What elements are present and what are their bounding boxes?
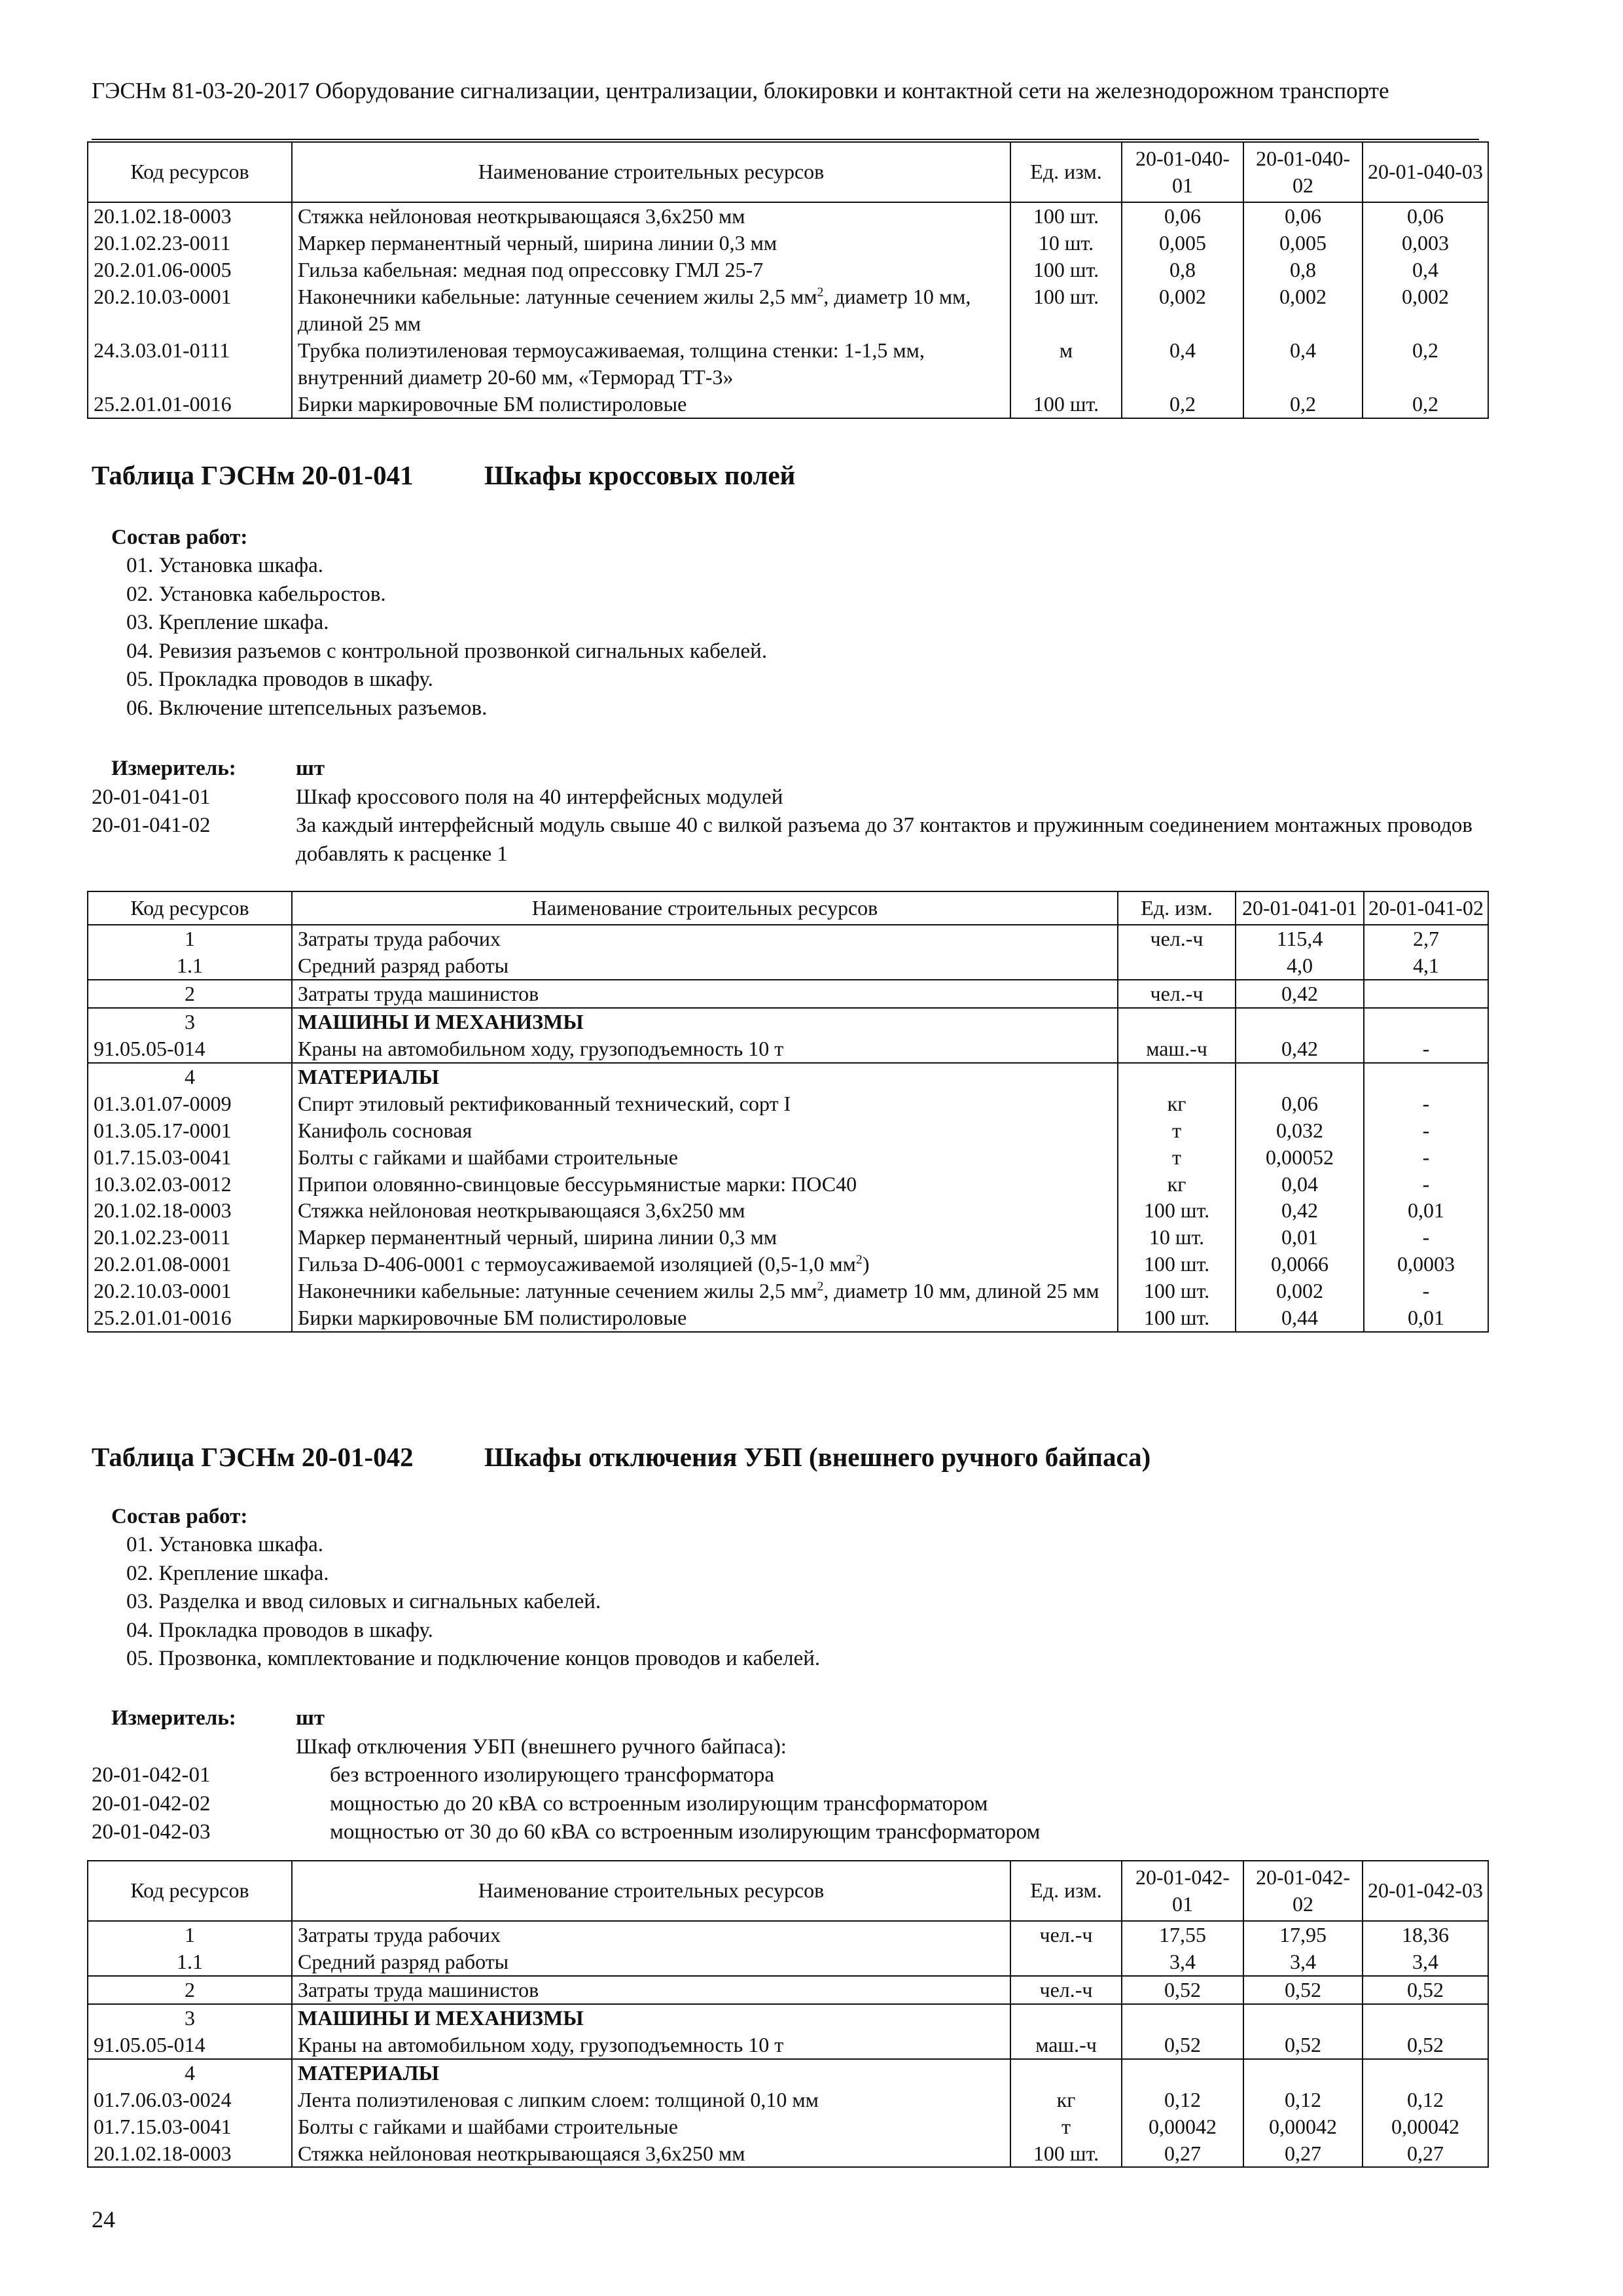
table-row: [88, 283, 1488, 337]
norm-value: 0,2: [1363, 391, 1488, 418]
norm-value: [1364, 1063, 1488, 1090]
resource-name: Средний разряд работы: [292, 952, 1118, 980]
norm-value: 0,27: [1363, 2140, 1488, 2168]
table-row: [88, 980, 1488, 1008]
page-number: 24: [92, 2206, 115, 2233]
unit: т: [1118, 1117, 1236, 1144]
work-item: 04. Прокладка проводов в шкафу.: [126, 1618, 433, 1642]
unit: м: [1010, 337, 1122, 391]
table-row: [88, 952, 1488, 980]
unit: [1010, 2004, 1122, 2032]
norm-value: 0,52: [1122, 2032, 1243, 2059]
table-row: [88, 2140, 1488, 2168]
column-header: Наименование строительных ресурсов: [292, 891, 1118, 925]
unit: чел.-ч: [1118, 925, 1236, 952]
table-row: [88, 1008, 1488, 1035]
table-row: [88, 2004, 1488, 2032]
resource-name: Бирки маркировочные БМ полистироловые: [292, 391, 1010, 418]
unit: [1118, 1063, 1236, 1090]
resource-name: Затраты труда машинистов: [292, 1976, 1010, 2004]
norm-value: -: [1364, 1224, 1488, 1251]
resource-name: Стяжка нейлоновая неоткрывающаяся 3,6х250 мм: [292, 2140, 1010, 2168]
rate-code: 20-01-042-03: [92, 1820, 211, 1844]
norm-value: 0,002: [1243, 283, 1363, 337]
column-header: 20-01-042-01: [1122, 1861, 1243, 1921]
resource-name: Канифоль сосновая: [292, 1117, 1118, 1144]
resource-name: Краны на автомобильном ходу, грузоподъемность 10 т: [292, 1035, 1118, 1063]
resource-name: Затраты труда машинистов: [292, 980, 1118, 1008]
resource-code: 25.2.01.01-0016: [88, 1304, 292, 1332]
unit: маш.-ч: [1010, 2032, 1122, 2059]
resource-code: 10.3.02.03-0012: [88, 1171, 292, 1198]
norm-value: -: [1364, 1171, 1488, 1198]
resource-name: Маркер перманентный черный, ширина линии 0,3 мм: [292, 230, 1010, 257]
resource-code: 91.05.05-014: [88, 2032, 292, 2059]
resource-code: 20.2.01.06-0005: [88, 257, 292, 283]
norm-value: -: [1364, 1144, 1488, 1171]
table-row: [88, 1090, 1488, 1117]
table-041: [87, 891, 1489, 1333]
resource-code: 20.2.10.03-0001: [88, 1278, 292, 1304]
resource-name: МАТЕРИАЛЫ: [292, 2059, 1010, 2087]
work-item: 05. Прозвонка, комплектование и подключение концов проводов и кабелей.: [126, 1647, 821, 1671]
unit: 100 шт.: [1118, 1304, 1236, 1332]
norm-value: 0,2: [1243, 391, 1363, 418]
resource-code: 20.1.02.18-0003: [88, 1197, 292, 1224]
table-row: [88, 257, 1488, 283]
resource-code: 20.1.02.23-0011: [88, 230, 292, 257]
table-row: [88, 230, 1488, 257]
resource-code: 01.7.06.03-0024: [88, 2087, 292, 2113]
norm-value: [1236, 1063, 1364, 1090]
norm-value: 0,12: [1243, 2087, 1363, 2113]
work-composition-label: Состав работ:: [111, 526, 248, 549]
unit: [1010, 2059, 1122, 2087]
table-row: [88, 1197, 1488, 1224]
resource-name: МАШИНЫ И МЕХАНИЗМЫ: [292, 1008, 1118, 1035]
resource-name: Бирки маркировочные БМ полистироловые: [292, 1304, 1118, 1332]
norm-value: 0,42: [1236, 1035, 1364, 1063]
norm-value: 0,52: [1243, 2032, 1363, 2059]
resource-code: 25.2.01.01-0016: [88, 391, 292, 418]
resource-name: Наконечники кабельные: латунные сечением жилы 2,5 $мм^2$, диаметр 10 мм, длиной 25 мм: [292, 283, 1010, 337]
table-row: [88, 2032, 1488, 2059]
norm-value: 3,4: [1243, 1948, 1363, 1976]
unit: 100 шт.: [1118, 1197, 1236, 1224]
norm-value: 0,4: [1243, 337, 1363, 391]
table-row: [88, 2113, 1488, 2140]
work-item: 04. Ревизия разъемов с контрольной прозвонкой сигнальных кабелей.: [126, 639, 768, 663]
table-row: [88, 2087, 1488, 2113]
resource-name: Затраты труда рабочих: [292, 925, 1118, 952]
resource-name: Гильза кабельная: медная под опрессовку ГМЛ 25-7: [292, 257, 1010, 283]
unit: [1010, 1948, 1122, 1976]
resource-name: Гильза D-406-0001 с термоусаживаемой изоляцией (0,5-1,0 $мм^2$): [292, 1251, 1118, 1278]
resource-name: МАТЕРИАЛЫ: [292, 1063, 1118, 1090]
norm-value: [1122, 2059, 1243, 2087]
column-header: Наименование строительных ресурсов: [292, 142, 1010, 202]
unit: кг: [1010, 2087, 1122, 2113]
norm-value: 4,0: [1236, 952, 1364, 980]
resource-code: 01.7.15.03-0041: [88, 2113, 292, 2140]
rate-code: 20-01-041-01: [92, 785, 211, 809]
norm-value: 0,0003: [1364, 1251, 1488, 1278]
table-row: [88, 1948, 1488, 1976]
table-row: [88, 1278, 1488, 1304]
table-row: [88, 1117, 1488, 1144]
resource-code: 2: [88, 1976, 292, 2004]
unit: чел.-ч: [1118, 980, 1236, 1008]
resource-code: 1: [88, 925, 292, 952]
column-header: Ед. изм.: [1010, 142, 1122, 202]
column-header: 20-01-040-03: [1363, 142, 1488, 202]
table-row: [88, 1035, 1488, 1063]
column-header: 20-01-040-02: [1243, 142, 1363, 202]
resource-code: 1.1: [88, 952, 292, 980]
work-item: 03. Крепление шкафа.: [126, 611, 329, 635]
norm-value: 0,032: [1236, 1117, 1364, 1144]
norm-value: 0,003: [1363, 230, 1488, 257]
rate-code: 20-01-042-01: [92, 1763, 211, 1787]
norm-value: 0,2: [1363, 337, 1488, 391]
rate-description: без встроенного изолирующего трансформатора: [330, 1763, 774, 1787]
norm-value: 0,2: [1122, 391, 1243, 418]
running-header: ГЭСНм 81-03-20-2017 Оборудование сигнализации, централизации, блокировки и контактной сети на железнодорожном транспорте: [92, 78, 1389, 103]
unit: 100 шт.: [1118, 1251, 1236, 1278]
norm-value: 17,95: [1243, 1921, 1363, 1948]
resource-code: 2: [88, 980, 292, 1008]
unit: 100 шт.: [1010, 391, 1122, 418]
table-body: [88, 925, 1488, 1332]
table-042-name: Шкафы отключения УБП (внешнего ручного байпаса): [484, 1442, 1151, 1472]
header-rule: [92, 139, 1479, 140]
resource-name: Припои оловянно-свинцовые бессурьмянистые марки: ПОС40: [292, 1171, 1118, 1198]
work-list: [126, 1531, 820, 1674]
table-041-number: Таблица ГЭСНм 20-01-041: [92, 460, 414, 490]
resource-code: 3: [88, 2004, 292, 2032]
table-row: [88, 2059, 1488, 2087]
column-header: 20-01-041-01: [1236, 891, 1364, 925]
resource-name: Болты с гайками и шайбами строительные: [292, 2113, 1010, 2140]
norm-value: 0,005: [1122, 230, 1243, 257]
meter-unit: шт: [296, 757, 325, 780]
unit: кг: [1118, 1171, 1236, 1198]
table-row: [88, 925, 1488, 952]
work-item: 01. Установка шкафа.: [126, 554, 324, 577]
norm-value: [1236, 1008, 1364, 1035]
norm-value: [1243, 2004, 1363, 2032]
unit: т: [1010, 2113, 1122, 2140]
column-header: Ед. изм.: [1118, 891, 1236, 925]
norm-value: 0,52: [1363, 1976, 1488, 2004]
resource-name: Трубка полиэтиленовая термоусаживаемая, толщина стенки: 1-1,5 мм, внутренний диаметр 20-60 мм, «Терморад ТТ-3»: [292, 337, 1010, 391]
unit: 100 шт.: [1118, 1278, 1236, 1304]
norm-value: 18,36: [1363, 1921, 1488, 1948]
unit: [1118, 952, 1236, 980]
work-item: 05. Прокладка проводов в шкафу.: [126, 668, 433, 692]
resource-name: Маркер перманентный черный, ширина линии 0,3 мм: [292, 1224, 1118, 1251]
table-040-continuation: [87, 141, 1489, 419]
norm-value: [1243, 2059, 1363, 2087]
norm-value: 0,002: [1236, 1278, 1364, 1304]
resource-code: 4: [88, 1063, 292, 1090]
resource-name: Средний разряд работы: [292, 1948, 1010, 1976]
meter-block: [92, 1704, 1486, 1847]
table-row: [88, 1063, 1488, 1090]
table-041-title: [92, 458, 795, 492]
table-row: [88, 1251, 1488, 1278]
norm-value: 2,7: [1364, 925, 1488, 952]
resource-code: 20.2.10.03-0001: [88, 283, 292, 337]
norm-value: 0,44: [1236, 1304, 1364, 1332]
rate-description: Шкаф кроссового поля на 40 интерфейсных модулей: [296, 785, 783, 809]
table-header-row: [88, 891, 1488, 925]
norm-value: 0,0066: [1236, 1251, 1364, 1278]
resource-code: 91.05.05-014: [88, 1035, 292, 1063]
resource-code: 24.3.03.01-0111: [88, 337, 292, 391]
resource-code: 01.3.01.07-0009: [88, 1090, 292, 1117]
column-header: Ед. изм.: [1010, 1861, 1122, 1921]
resource-name: Наконечники кабельные: латунные сечением жилы 2,5 $мм^2$, диаметр 10 мм, длиной 25 мм: [292, 1278, 1118, 1304]
unit: 10 шт.: [1118, 1224, 1236, 1251]
table-041-name: Шкафы кроссовых полей: [484, 460, 796, 490]
norm-value: 0,06: [1236, 1090, 1364, 1117]
norm-value: 0,27: [1122, 2140, 1243, 2168]
meter-label: Измеритель:: [111, 1706, 236, 1730]
norm-value: 0,27: [1243, 2140, 1363, 2168]
resource-code: 20.1.02.18-0003: [88, 202, 292, 230]
table-row: [88, 202, 1488, 230]
unit: 100 шт.: [1010, 257, 1122, 283]
table-header-row: [88, 142, 1488, 202]
norm-value: 3,4: [1122, 1948, 1243, 1976]
resource-name: Болты с гайками и шайбами строительные: [292, 1144, 1118, 1171]
norm-value: 0,8: [1122, 257, 1243, 283]
norm-value: 0,52: [1363, 2032, 1488, 2059]
column-header: 20-01-041-02: [1364, 891, 1488, 925]
norm-value: 0,06: [1243, 202, 1363, 230]
norm-value: -: [1364, 1090, 1488, 1117]
table-row: [88, 1224, 1488, 1251]
resource-name: Спирт этиловый ректификованный технический, сорт I: [292, 1090, 1118, 1117]
norm-value: 0,01: [1236, 1224, 1364, 1251]
resource-code: 20.2.01.08-0001: [88, 1251, 292, 1278]
column-header: Код ресурсов: [88, 1861, 292, 1921]
table-header-row: [88, 1861, 1488, 1921]
norm-value: 0,06: [1122, 202, 1243, 230]
column-header: 20-01-040-01: [1122, 142, 1243, 202]
table-body: [88, 1921, 1488, 2168]
table-row: [88, 337, 1488, 391]
resource-code: 3: [88, 1008, 292, 1035]
column-header: Код ресурсов: [88, 142, 292, 202]
meter-block: [92, 755, 1486, 869]
norm-value: 0,00042: [1243, 2113, 1363, 2140]
resource-name: МАШИНЫ И МЕХАНИЗМЫ: [292, 2004, 1010, 2032]
norm-value: -: [1364, 1117, 1488, 1144]
norm-value: 0,4: [1363, 257, 1488, 283]
norm-value: 0,12: [1122, 2087, 1243, 2113]
column-header: Наименование строительных ресурсов: [292, 1861, 1010, 1921]
work-item: 02. Крепление шкафа.: [126, 1561, 329, 1585]
resource-code: 01.7.15.03-0041: [88, 1144, 292, 1171]
resource-name: Краны на автомобильном ходу, грузоподъемность 10 т: [292, 2032, 1010, 2059]
rate-description: мощностью от 30 до 60 кВА со встроенным изолирующим трансформатором: [330, 1820, 1041, 1844]
unit: чел.-ч: [1010, 1921, 1122, 1948]
work-composition-label: Состав работ:: [111, 1505, 248, 1528]
unit: т: [1118, 1144, 1236, 1171]
norm-value: 0,42: [1236, 980, 1364, 1008]
norm-value: 0,005: [1243, 230, 1363, 257]
unit: [1118, 1008, 1236, 1035]
norm-value: 0,04: [1236, 1171, 1364, 1198]
unit: маш.-ч: [1118, 1035, 1236, 1063]
unit: 100 шт.: [1010, 283, 1122, 337]
table-042-number: Таблица ГЭСНм 20-01-042: [92, 1442, 414, 1472]
norm-value: 0,8: [1243, 257, 1363, 283]
unit: 100 шт.: [1010, 202, 1122, 230]
norm-value: 3,4: [1363, 1948, 1488, 1976]
work-list: [126, 552, 767, 723]
resource-name: Затраты труда рабочих: [292, 1921, 1010, 1948]
resource-code: 01.3.05.17-0001: [88, 1117, 292, 1144]
norm-value: [1363, 2059, 1488, 2087]
column-header: 20-01-042-02: [1243, 1861, 1363, 1921]
resource-code: 4: [88, 2059, 292, 2087]
norm-value: 0,00042: [1122, 2113, 1243, 2140]
table-row: [88, 1921, 1488, 1948]
table-body: [88, 202, 1488, 418]
norm-value: 0,002: [1363, 283, 1488, 337]
unit: чел.-ч: [1010, 1976, 1122, 2004]
resource-code: 1: [88, 1921, 292, 1948]
unit: 100 шт.: [1010, 2140, 1122, 2168]
resource-name: Стяжка нейлоновая неоткрывающаяся 3,6х250 мм: [292, 202, 1010, 230]
work-item: 02. Установка кабельростов.: [126, 582, 386, 606]
resource-code: 20.1.02.23-0011: [88, 1224, 292, 1251]
norm-value: 0,06: [1363, 202, 1488, 230]
norm-value: 115,4: [1236, 925, 1364, 952]
work-item: 01. Установка шкафа.: [126, 1533, 324, 1556]
norm-value: 0,4: [1122, 337, 1243, 391]
resource-name: Лента полиэтиленовая с липким слоем: толщиной 0,10 мм: [292, 2087, 1010, 2113]
rate-description: мощностью до 20 кВА со встроенным изолирующим трансформатором: [330, 1791, 988, 1816]
norm-value: [1122, 2004, 1243, 2032]
norm-value: 0,42: [1236, 1197, 1364, 1224]
table-042: [87, 1860, 1489, 2168]
table-row: [88, 1304, 1488, 1332]
unit: кг: [1118, 1090, 1236, 1117]
meter-label: Измеритель:: [111, 757, 236, 780]
work-item: 06. Включение штепсельных разъемов.: [126, 696, 488, 720]
norm-value: [1364, 1008, 1488, 1035]
resource-code: 20.1.02.18-0003: [88, 2140, 292, 2168]
norm-value: -: [1364, 1278, 1488, 1304]
rate-description: За каждый интерфейсный модуль свыше 40 с вилкой разъема до 37 контактов и пружинным соединением монтажных проводов добавлять к расценке 1: [296, 814, 1472, 866]
table-row: [88, 1144, 1488, 1171]
norm-value: 0,52: [1243, 1976, 1363, 2004]
table-row: [88, 1976, 1488, 2004]
norm-value: [1364, 980, 1488, 1008]
table-row: [88, 391, 1488, 418]
norm-value: 17,55: [1122, 1921, 1243, 1948]
norm-value: 4,1: [1364, 952, 1488, 980]
rate-group-text: Шкаф отключения УБП (внешнего ручного байпаса):: [296, 1734, 787, 1759]
norm-value: 0,00042: [1363, 2113, 1488, 2140]
norm-value: [1363, 2004, 1488, 2032]
rate-code: 20-01-041-02: [92, 814, 211, 838]
column-header: 20-01-042-03: [1363, 1861, 1488, 1921]
norm-value: 0,002: [1122, 283, 1243, 337]
norm-value: 0,00052: [1236, 1144, 1364, 1171]
rate-code: 20-01-042-02: [92, 1791, 211, 1816]
norm-value: 0,01: [1364, 1197, 1488, 1224]
unit: 10 шт.: [1010, 230, 1122, 257]
column-header: Код ресурсов: [88, 891, 292, 925]
table-row: [88, 1171, 1488, 1198]
resource-code: 1.1: [88, 1948, 292, 1976]
norm-value: 0,52: [1122, 1976, 1243, 2004]
resource-name: Стяжка нейлоновая неоткрывающаяся 3,6х250 мм: [292, 1197, 1118, 1224]
table-042-title: [92, 1440, 1150, 1474]
meter-unit: шт: [296, 1706, 325, 1730]
norm-value: -: [1364, 1035, 1488, 1063]
norm-value: 0,01: [1364, 1304, 1488, 1332]
work-item: 03. Разделка и ввод силовых и сигнальных кабелей.: [126, 1590, 601, 1614]
norm-value: 0,12: [1363, 2087, 1488, 2113]
